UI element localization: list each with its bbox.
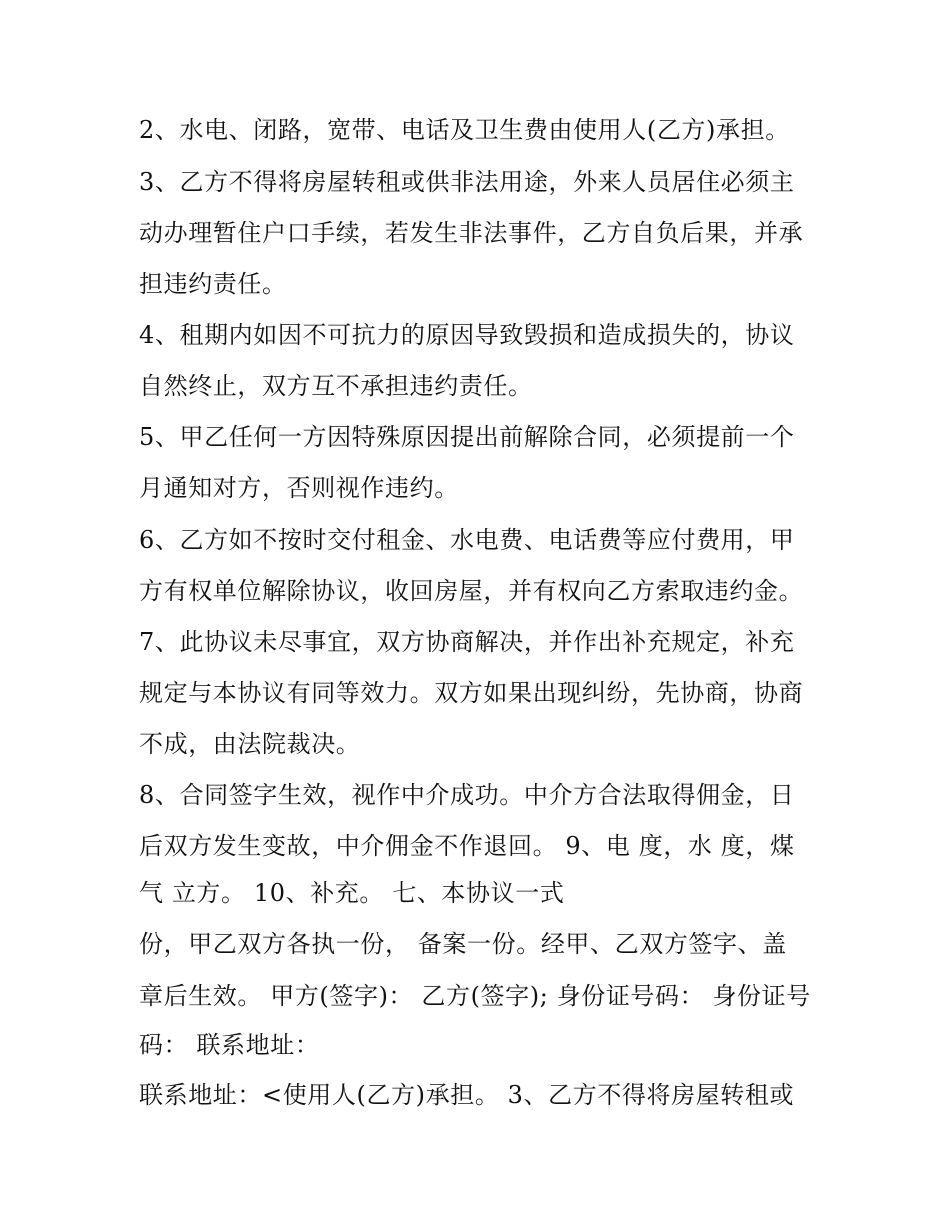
text-line: 联系地址：<使用人(乙方)承担。 3、乙方不得将房屋转租或 bbox=[139, 1081, 795, 1109]
text-line: 5、甲乙任何一方因特殊原因提出前解除合同，必须提前一个 bbox=[139, 423, 795, 451]
text-line: 动办理暂住户口手续，若发生非法事件，乙方自负后果，并承 bbox=[139, 219, 804, 247]
text-line: 月通知对方，否则视作违约。 bbox=[139, 474, 459, 502]
text-line: 章后生效。 甲方(签字)： 乙方(签字); 身份证号码： 身份证号 bbox=[139, 982, 811, 1010]
text-line: 码： 联系地址： bbox=[139, 1031, 320, 1059]
text-line: 3、乙方不得将房屋转租或供非法用途，外来人员居住必须主 bbox=[139, 168, 795, 196]
text-line: 6、乙方如不按时交付租金、水电费、电话费等应付费用，甲 bbox=[139, 526, 795, 554]
text-line: 4、租期内如因不可抗力的原因导致毁损和造成损失的，协议 bbox=[139, 321, 795, 349]
text-line: 2、水电、闭路，宽带、电话及卫生费由使用人(乙方)承担。 bbox=[139, 116, 790, 144]
text-line: 自然终止，双方互不承担违约责任。 bbox=[139, 372, 533, 400]
text-line: 方有权单位解除协议，收回房屋，并有权向乙方索取违约金。 bbox=[139, 577, 804, 605]
text-line: 担违约责任。 bbox=[139, 270, 287, 298]
text-line: 不成，由法院裁决。 bbox=[139, 730, 361, 758]
text-line: 气 立方。 10、补充。 七、本协议一式 bbox=[139, 879, 565, 907]
text-line: 8、合同签字生效，视作中介成功。中介方合法取得佣金，日 bbox=[139, 781, 795, 809]
text-line: 7、此协议未尽事宜，双方协商解决，并作出补充规定，补充 bbox=[139, 628, 795, 656]
text-line: 后双方发生变故，中介佣金不作退回。 9、电 度，水 度，煤 bbox=[139, 832, 795, 860]
text-line: 份，甲乙双方各执一份， 备案一份。经甲、乙双方签字、盖 bbox=[139, 930, 787, 958]
text-line: 规定与本协议有同等效力。双方如果出现纠纷，先协商，协商 bbox=[139, 679, 804, 707]
